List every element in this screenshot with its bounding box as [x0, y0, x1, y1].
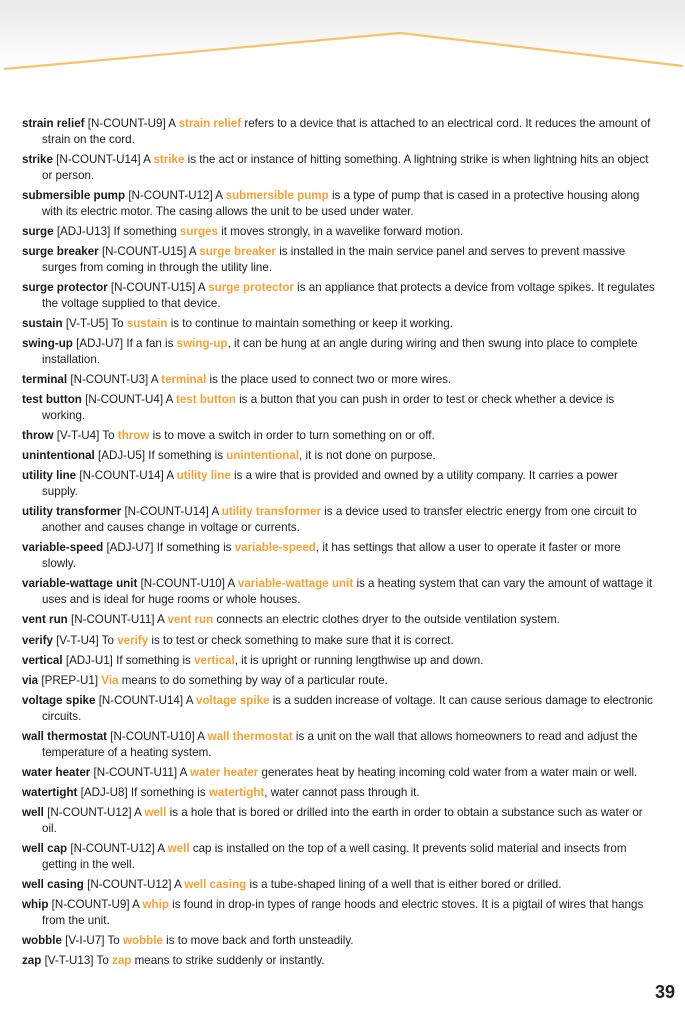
entry-highlight: swing-up [176, 337, 228, 351]
entry-lead-in: A [197, 281, 205, 295]
entry-highlight: verify [117, 633, 149, 647]
entry-lead-in: A [185, 693, 193, 707]
entry-term: utility transformer [22, 505, 122, 519]
header-band [0, 0, 685, 80]
entry-part-of-speech: [N-COUNT-U14] [56, 153, 141, 166]
entry-highlight: unintentional [226, 449, 300, 463]
entry-definition: is a button that you can push in order to test or check whether a device is working. [42, 393, 615, 423]
glossary-entry [22, 280, 655, 312]
entry-definition: is to move a switch in order to turn something on or off. [152, 429, 435, 443]
entry-part-of-speech: [N-COUNT-U12] [128, 189, 213, 202]
entry-term: submersible pump [22, 189, 126, 202]
entry-highlight: well casing [184, 878, 247, 892]
entry-definition: is the place used to connect two or more wires. [209, 373, 452, 387]
entry-definition: is a tube-shaped lining of a well that is either bored or drilled. [249, 878, 562, 892]
entry-highlight: whip [142, 898, 169, 912]
glossary-entry [22, 448, 655, 464]
entry-definition: , it has settings that allow a user to operate it faster or more slowly. [42, 541, 621, 571]
entry-term: well [22, 806, 44, 820]
entry-term: surge protector [22, 281, 108, 295]
entry-highlight: variable-wattage unit [237, 577, 354, 591]
entry-lead-in: A [157, 842, 165, 856]
entry-part-of-speech: [N-COUNT-U12] [70, 842, 155, 856]
glossary-entry [22, 116, 655, 148]
entry-part-of-speech: [ADJ-U1] [65, 653, 113, 667]
entry-highlight: throw [117, 429, 150, 443]
entry-lead-in: If something is [148, 449, 224, 463]
entry-definition: generates heat by heating incoming cold water from a water main or well. [261, 765, 638, 779]
glossary-entry [22, 953, 655, 969]
entry-lead-in: A [168, 117, 176, 130]
entry-lead-in: If something is [130, 785, 206, 799]
entry-term: strain relief [22, 117, 85, 130]
entry-term: well cap [22, 842, 68, 856]
entry-lead-in: A [166, 469, 174, 483]
entry-term: unintentional [22, 449, 95, 463]
entry-part-of-speech: [V-T-U5] [65, 317, 109, 331]
entry-lead-in: A [211, 505, 219, 519]
entry-part-of-speech: [N-COUNT-U15] [101, 245, 187, 259]
glossary-entry [22, 428, 655, 444]
entry-term: water heater [22, 765, 91, 779]
entry-term: wall thermostat [22, 729, 108, 743]
entry-term: strike [22, 153, 53, 166]
entry-term: surge breaker [22, 245, 99, 259]
entry-part-of-speech: [N-COUNT-U10] [110, 729, 195, 743]
entry-definition: it moves strongly, in a wavelike forward motion. [221, 225, 464, 238]
entry-definition: refers to a device that is attached to an electrical cord. It reduces the amount of strain on the cord. [42, 117, 651, 146]
entry-highlight: vertical [194, 653, 235, 667]
entry-part-of-speech: [N-COUNT-U15] [110, 281, 196, 295]
entry-definition: is an appliance that protects a device from voltage spikes. It regulates the voltage supplied to that device. [42, 281, 655, 310]
entry-lead-in: A [134, 806, 142, 820]
glossary-entry [22, 468, 655, 500]
glossary-entry [22, 785, 655, 801]
entry-highlight: voltage spike [196, 693, 270, 707]
entry-definition: is a sudden increase of voltage. It can cause serious damage to electronic circuits. [42, 693, 653, 723]
entry-highlight: surges [179, 225, 218, 238]
glossary-entry [22, 224, 655, 240]
entry-highlight: vent run [167, 613, 214, 627]
entry-part-of-speech: [N-COUNT-U11] [70, 613, 155, 627]
entry-term: zap [22, 954, 42, 968]
entry-term: variable-wattage unit [22, 577, 138, 591]
entry-highlight: Via [101, 673, 119, 687]
entry-part-of-speech: [PREP-U1] [41, 673, 99, 687]
glossary-entry [22, 188, 655, 220]
entry-lead-in: A [150, 373, 158, 387]
entry-lead-in: A [188, 245, 197, 259]
entry-highlight: test button [175, 393, 236, 407]
entry-highlight: zap [112, 954, 132, 968]
entry-highlight: well [167, 842, 190, 856]
entry-part-of-speech: [N-COUNT-U12] [47, 806, 132, 820]
entry-lead-in: If something is [156, 541, 232, 555]
entry-term: throw [22, 429, 54, 443]
header-band-shape [0, 0, 685, 68]
entry-definition: is a unit on the wall that allows homeowners to read and adjust the temperature of a heating system. [42, 729, 638, 759]
entry-lead-in: If a fan is [126, 337, 174, 351]
entry-definition: means to do something by way of a particular route. [121, 673, 388, 687]
glossary-entry [22, 576, 655, 608]
entry-term: utility line [22, 469, 77, 483]
entry-term: well casing [22, 878, 84, 892]
entry-part-of-speech: [N-COUNT-U14] [124, 505, 209, 519]
entry-lead-in: A [179, 765, 187, 779]
entry-lead-in: A [227, 577, 235, 591]
glossary-entry [22, 673, 655, 689]
entry-lead-in: To [102, 429, 115, 443]
entry-definition: , it is upright or running lengthwise up and down. [234, 653, 484, 667]
entry-definition: is a wire that is provided and owned by a utility company. It carries a power supply. [42, 469, 618, 499]
entry-lead-in: To [111, 317, 124, 331]
entry-part-of-speech: [N-COUNT-U4] [85, 393, 164, 407]
glossary-list [22, 116, 655, 973]
glossary-entry [22, 612, 655, 628]
entry-part-of-speech: [ADJ-U7] [106, 541, 154, 555]
glossary-entry [22, 805, 655, 837]
page-number: 39 [654, 982, 675, 1002]
entry-lead-in: A [143, 153, 151, 166]
entry-definition: is a hole that is bored or drilled into the earth in order to obtain a substance such as water or oil. [42, 806, 643, 835]
glossary-entry [22, 392, 655, 424]
entry-term: sustain [22, 317, 63, 331]
entry-term: wobble [22, 934, 62, 948]
glossary-entry [22, 244, 655, 276]
glossary-entry [22, 765, 655, 781]
entry-term: terminal [22, 373, 68, 387]
entry-highlight: utility line [176, 469, 231, 483]
glossary-entry [22, 316, 655, 332]
entry-definition: is a device used to transfer electric energy from one circuit to another and causes change in voltage or currents. [42, 505, 637, 535]
entry-definition: , it is not done on purpose. [299, 449, 436, 463]
entry-highlight: surge breaker [199, 245, 276, 259]
entry-highlight: strike [153, 153, 185, 166]
entry-definition: , water cannot pass through it. [264, 785, 420, 799]
glossary-entry [22, 152, 655, 184]
entry-part-of-speech: [N-COUNT-U9] [51, 898, 130, 912]
entry-term: vertical [22, 653, 63, 667]
entry-part-of-speech: [N-COUNT-U11] [93, 765, 178, 779]
glossary-entry [22, 633, 655, 649]
entry-definition: is the act or instance of hitting something. A lightning strike is when lightning hits an object or person. [42, 153, 649, 182]
entry-part-of-speech: [V-I-U7] [65, 934, 105, 948]
entry-definition: is a heating system that can vary the amount of wattage it uses and is ideal for huge rooms or whole houses. [42, 577, 653, 607]
glossary-entry [22, 877, 655, 893]
entry-term: swing-up [22, 337, 73, 351]
glossary-entry [22, 933, 655, 949]
entry-term: test button [22, 393, 82, 407]
glossary-entry [22, 729, 655, 761]
entry-lead-in: A [165, 393, 173, 407]
entry-highlight: submersible pump [225, 189, 329, 202]
entry-definition: , it can be hung at an angle during wiring and then swung into place to complete installation. [42, 337, 638, 367]
entry-term: verify [22, 633, 53, 647]
entry-lead-in: A [174, 878, 182, 892]
entry-highlight: surge protector [208, 281, 294, 295]
glossary-entry [22, 540, 655, 572]
entry-lead-in: A [132, 898, 140, 912]
entry-part-of-speech: [ADJ-U7] [76, 337, 124, 351]
entry-term: whip [22, 898, 49, 912]
entry-definition: is to move back and forth unsteadily. [166, 934, 354, 948]
entry-lead-in: A [215, 189, 223, 202]
entry-highlight: watertight [208, 785, 265, 799]
entry-part-of-speech: [V-T-U4] [56, 429, 100, 443]
entry-part-of-speech: [V-T-U13] [44, 954, 94, 968]
entry-term: surge [22, 225, 54, 238]
entry-definition: connects an electric clothes dryer to the outside ventilation system. [216, 613, 560, 627]
glossary-entry [22, 336, 655, 368]
entry-lead-in: A [157, 613, 165, 627]
entry-highlight: variable-speed [234, 541, 316, 555]
entry-lead-in: To [96, 954, 109, 968]
entry-lead-in: A [197, 729, 205, 743]
entry-highlight: wobble [122, 934, 163, 948]
entry-term: watertight [22, 785, 78, 799]
entry-part-of-speech: [ADJ-U13] [56, 225, 111, 238]
entry-part-of-speech: [N-COUNT-U14] [98, 693, 184, 707]
entry-lead-in: If something [113, 225, 177, 238]
entry-lead-in: To [107, 934, 120, 948]
entry-lead-in: If something is [116, 653, 191, 667]
entry-part-of-speech: [ADJ-U5] [98, 449, 146, 463]
entry-term: via [22, 673, 39, 687]
entry-highlight: terminal [161, 373, 207, 387]
entry-definition: is installed in the main service panel and serves to prevent massive surges from coming in through the utility line. [42, 245, 626, 274]
entry-part-of-speech: [N-COUNT-U3] [70, 373, 149, 387]
entry-part-of-speech: [N-COUNT-U12] [87, 878, 172, 892]
entry-lead-in: To [101, 633, 114, 647]
entry-highlight: water heater [190, 765, 259, 779]
entry-definition: is to test or check something to make sure that it is correct. [151, 633, 454, 647]
entry-definition: means to strike suddenly or instantly. [134, 954, 325, 968]
entry-part-of-speech: [N-COUNT-U14] [79, 469, 164, 483]
glossary-entry [22, 653, 655, 669]
entry-part-of-speech: [ADJ-U8] [80, 785, 128, 799]
entry-highlight: strain relief [178, 117, 242, 130]
entry-part-of-speech: [N-COUNT-U9] [87, 117, 166, 130]
glossary-entry [22, 841, 655, 873]
entry-term: vent run [22, 613, 68, 627]
entry-highlight: sustain [126, 317, 168, 331]
entry-highlight: utility transformer [221, 505, 321, 519]
entry-definition: is a type of pump that is cased in a protective housing along with its electric motor. The casing allows the unit to be used under water. [42, 189, 640, 218]
entry-definition: is found in drop-in types of range hoods and electric stoves. It is a pigtail of wires that hangs from the unit. [42, 898, 644, 928]
entry-term: variable-speed [22, 541, 104, 555]
glossary-entry [22, 897, 655, 929]
entry-highlight: wall thermostat [207, 729, 293, 743]
entry-part-of-speech: [V-T-U4] [56, 633, 99, 647]
entry-term: voltage spike [22, 693, 96, 707]
glossary-entry [22, 372, 655, 388]
glossary-entry [22, 504, 655, 536]
entry-definition: is to continue to maintain something or keep it working. [170, 317, 453, 331]
glossary-entry [22, 693, 655, 725]
entry-highlight: well [144, 806, 167, 820]
entry-definition: cap is installed on the top of a well casing. It prevents solid material and insects from getting in the well. [42, 842, 627, 871]
entry-part-of-speech: [N-COUNT-U10] [140, 577, 225, 591]
